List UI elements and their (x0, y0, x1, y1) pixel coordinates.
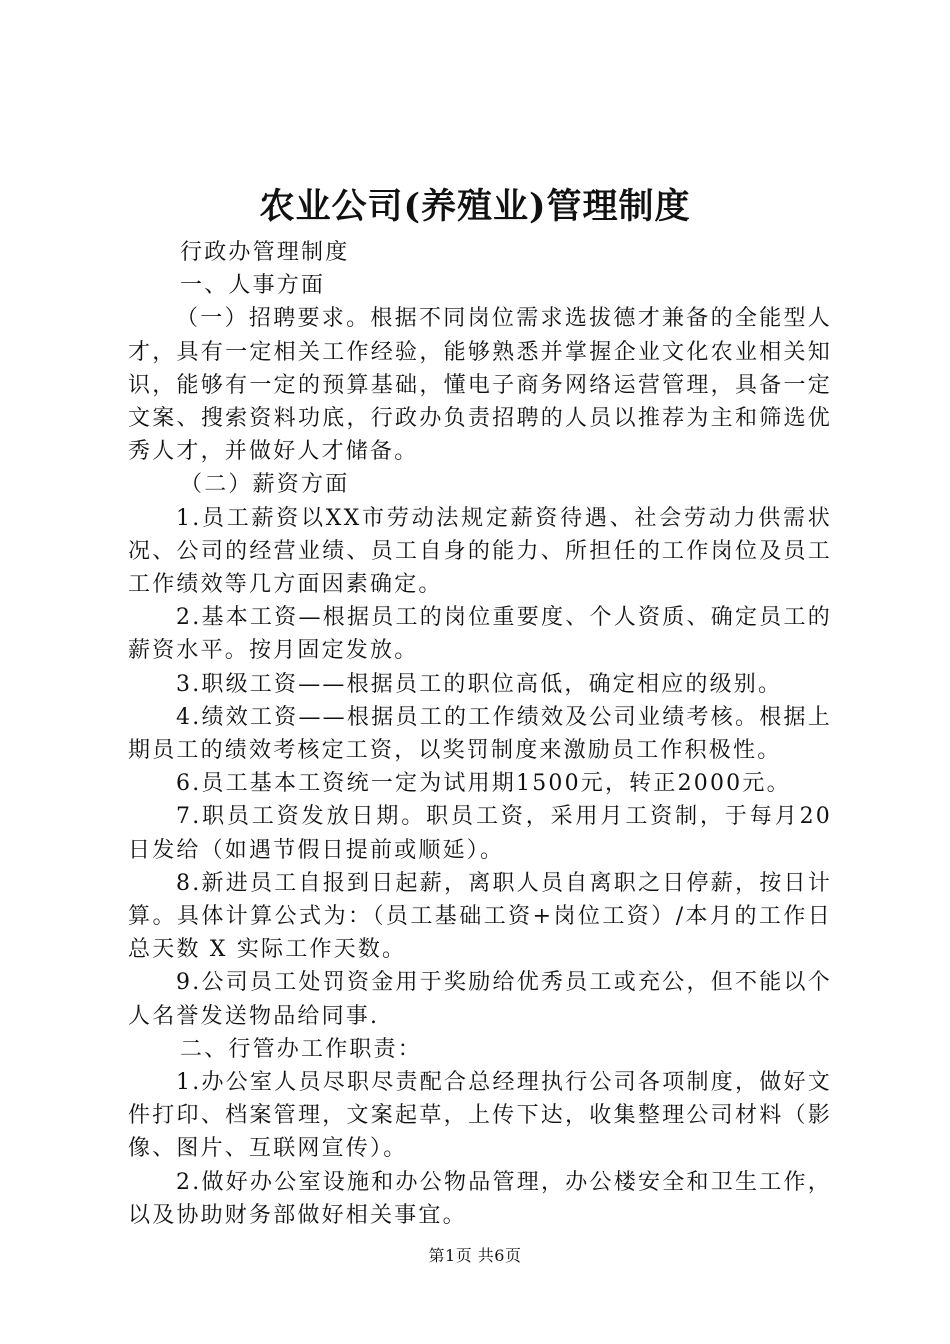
paragraph: 7.职员工资发放日期。职员工资，采用月工资制，于每月20日发给（如遇节假日提前或顺延）。 (128, 804, 832, 863)
paragraph: 3.职级工资——根据员工的职位高低，确定相应的级别。 (176, 671, 783, 697)
section-heading: 二、行管办工作职责： (180, 1036, 423, 1062)
section-heading: 一、人事方面 (180, 273, 326, 299)
paragraph: 1.员工薪资以XX市劳动法规定薪资待遇、社会劳动力供需状况、公司的经营业绩、员工自身的能力、所担任的工作岗位及员工工作绩效等几方面因素确定。 (128, 505, 832, 598)
paragraph: 9.公司员工处罚资金用于奖励给优秀员工或充公，但不能以个人名誉发送物品给同事. (128, 970, 832, 1029)
paragraph: 4.绩效工资——根据员工的工作绩效及公司业绩考核。根据上期员工的绩效考核定工资，以奖罚制度来激励员工作积极性。 (128, 704, 832, 764)
document-body (128, 236, 832, 1232)
document-title: 农业公司(养殖业)管理制度 (259, 186, 691, 227)
paragraph: 1.办公室人员尽职尽责配合总经理执行公司各项制度，做好文件打印、档案管理，文案起草，上传下达，收集整理公司材料（影像、图片、互联网宣传）。 (128, 1070, 832, 1162)
section-heading: （二）薪资方面 (180, 472, 350, 498)
section-heading: 行政办管理制度 (180, 240, 350, 265)
paragraph: 2.做好办公室设施和办公物品管理，办公楼安全和卫生工作，以及协助财务部做好相关事宜。 (128, 1169, 832, 1228)
paragraph: 2.基本工资—根据员工的岗位重要度、个人资质、确定员工的薪资水平。按月固定发放。 (128, 605, 832, 664)
paragraph: （一）招聘要求。根据不同岗位需求选拔德才兼备的全能型人才，具有一定相关工作经验，能够熟悉并掌握企业文化农业相关知识，能够有一定的预算基础，懂电子商务网络运营管理，具备一定文案、搜索资料功底，行政办负责招聘的人员以推荐为主和筛选优秀人才，并做好人才储备。 (128, 306, 832, 465)
paragraph: 8.新进员工自报到日起薪，离职人员自离职之日停薪，按日计算。具体计算公式为：（员工基础工资+岗位工资）/本月的工作日总天数 X 实际工作天数。 (128, 870, 832, 963)
page-footer: 第1页 共6页 (428, 1246, 522, 1265)
paragraph: 6.员工基本工资统一定为试用期1500元，转正2000元。 (176, 771, 791, 797)
